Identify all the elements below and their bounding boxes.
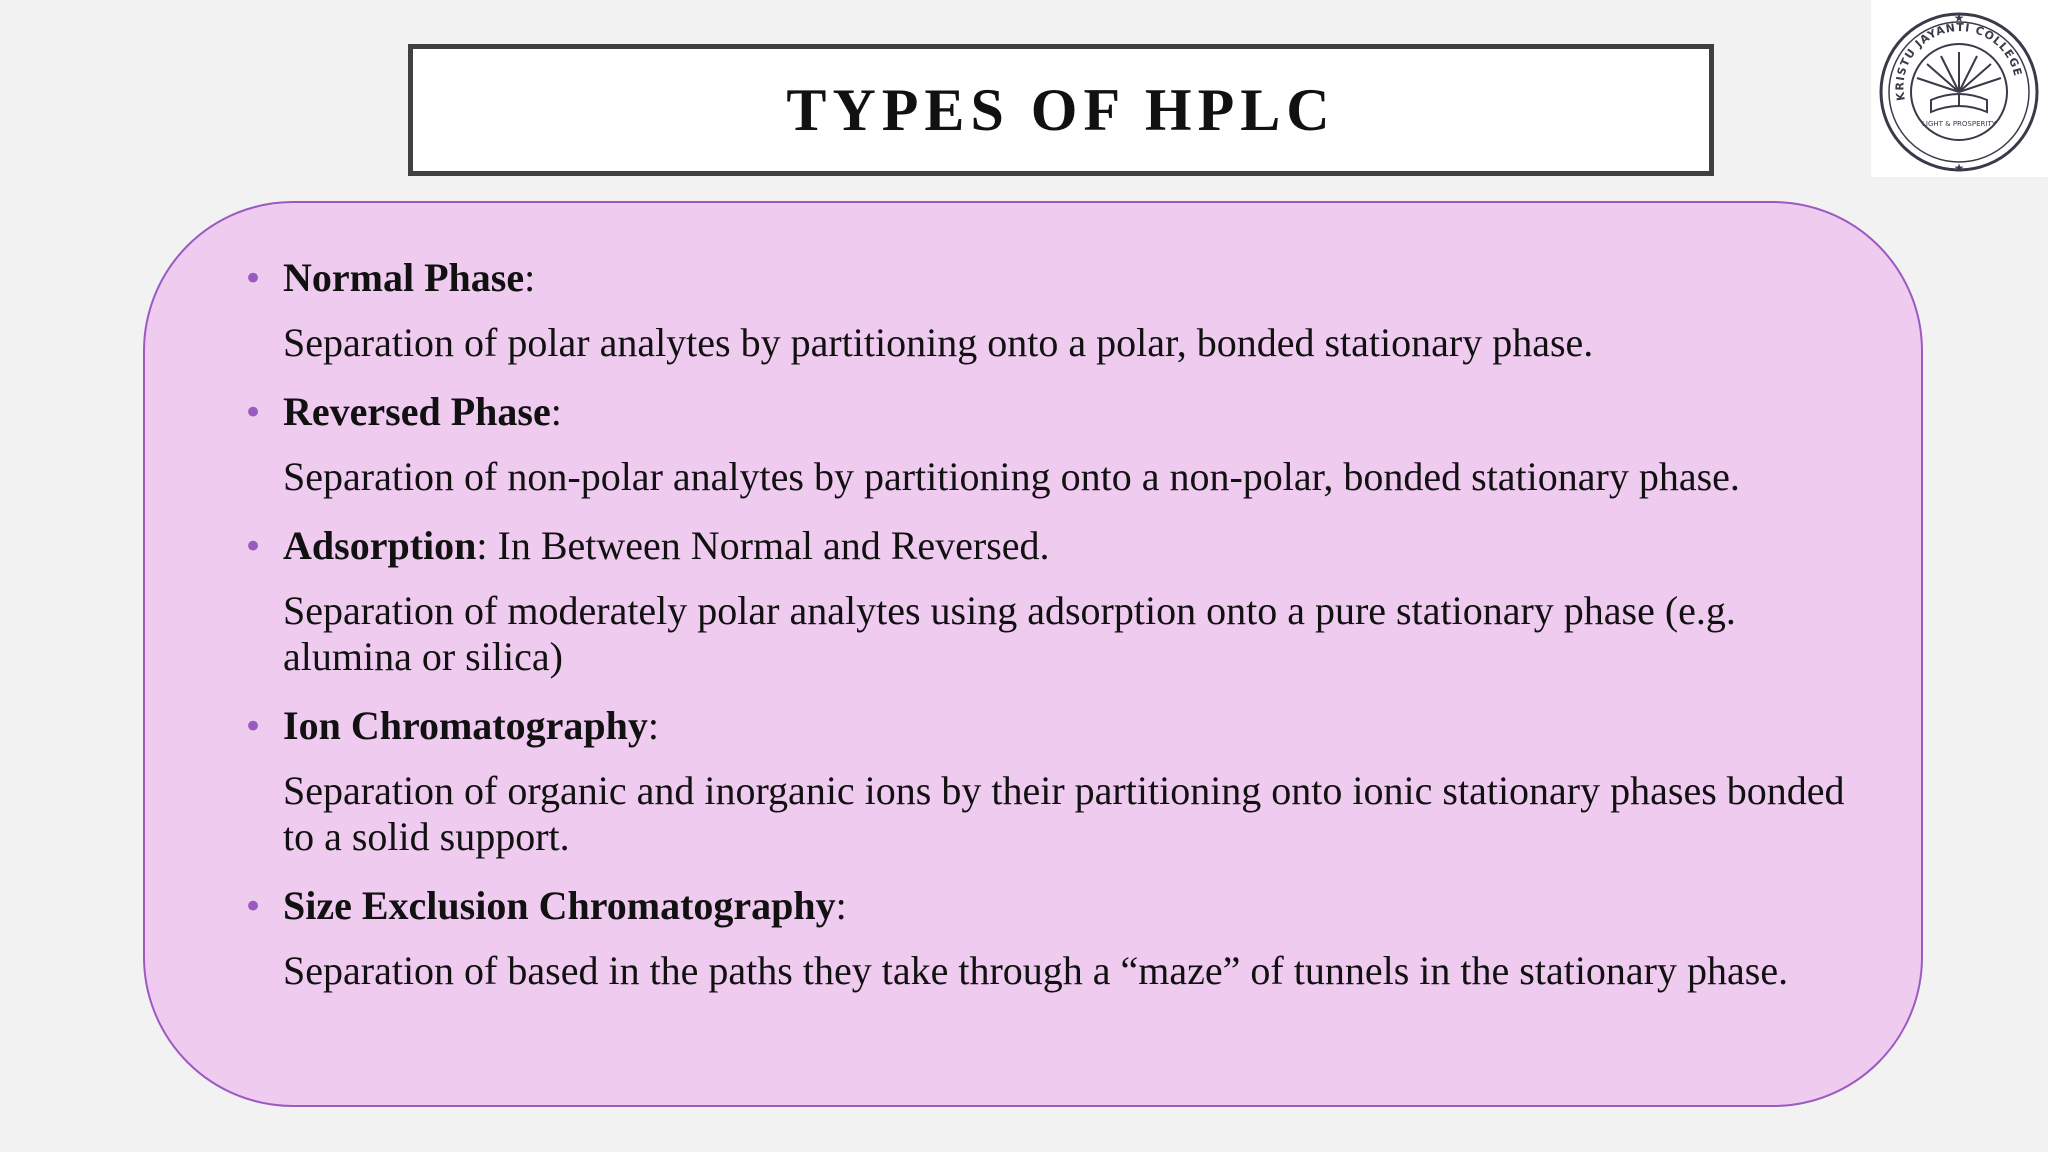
- item-title: Normal Phase: [283, 255, 525, 300]
- item-title: Adsorption: [283, 523, 477, 568]
- list-item-ion-chromatography: [243, 702, 1861, 860]
- college-logo: [1871, 0, 2048, 177]
- item-description: Separation of moderately polar analytes using adsorption onto a pure stationary phase (e.g. alumina or silica): [283, 588, 1736, 679]
- item-colon: :: [835, 883, 847, 928]
- college-seal-icon: [1871, 0, 2048, 177]
- item-colon: :: [647, 703, 659, 748]
- svg-text:LIGHT & PROSPERITY: LIGHT & PROSPERITY: [1922, 120, 1996, 128]
- item-description: Separation of based in the paths they take through a “maze” of tunnels in the stationary phase.: [283, 948, 1789, 993]
- svg-text:★: ★: [1953, 161, 1965, 175]
- item-description: Separation of polar analytes by partitioning onto a polar, bonded stationary phase.: [283, 320, 1594, 365]
- bullet-icon: •: [243, 707, 264, 747]
- list-item-normal-phase: [243, 254, 1861, 366]
- item-title: Reversed Phase: [283, 389, 551, 434]
- slide-title: TYPES OF HPLC: [786, 76, 1336, 143]
- svg-text:★: ★: [1953, 11, 1965, 25]
- item-description: Separation of non-polar analytes by partitioning onto a non-polar, bonded stationary phase.: [283, 454, 1740, 499]
- item-inline: In Between Normal and Reversed.: [487, 523, 1050, 568]
- list-item-reversed-phase: [243, 388, 1861, 500]
- slide-title-box: [408, 44, 1714, 176]
- item-colon: :: [550, 389, 562, 434]
- list-item-adsorption: [243, 522, 1861, 680]
- item-colon: :: [476, 523, 488, 568]
- bullet-icon: •: [243, 259, 264, 299]
- bullet-icon: •: [243, 393, 264, 433]
- item-title: Ion Chromatography: [283, 703, 648, 748]
- hplc-types-list: [243, 254, 1861, 1016]
- content-panel: [143, 201, 1923, 1107]
- bullet-icon: •: [243, 887, 264, 927]
- svg-text:KRISTU JAYANTI COLLEGE: KRISTU JAYANTI COLLEGE: [1893, 21, 2025, 102]
- item-description: Separation of organic and inorganic ions by their partitioning onto ionic stationary phases bonded to a solid support.: [283, 768, 1845, 859]
- list-item-size-exclusion: [243, 882, 1861, 994]
- bullet-icon: •: [243, 527, 264, 567]
- item-title: Size Exclusion Chromatography: [283, 883, 836, 928]
- item-colon: :: [524, 255, 536, 300]
